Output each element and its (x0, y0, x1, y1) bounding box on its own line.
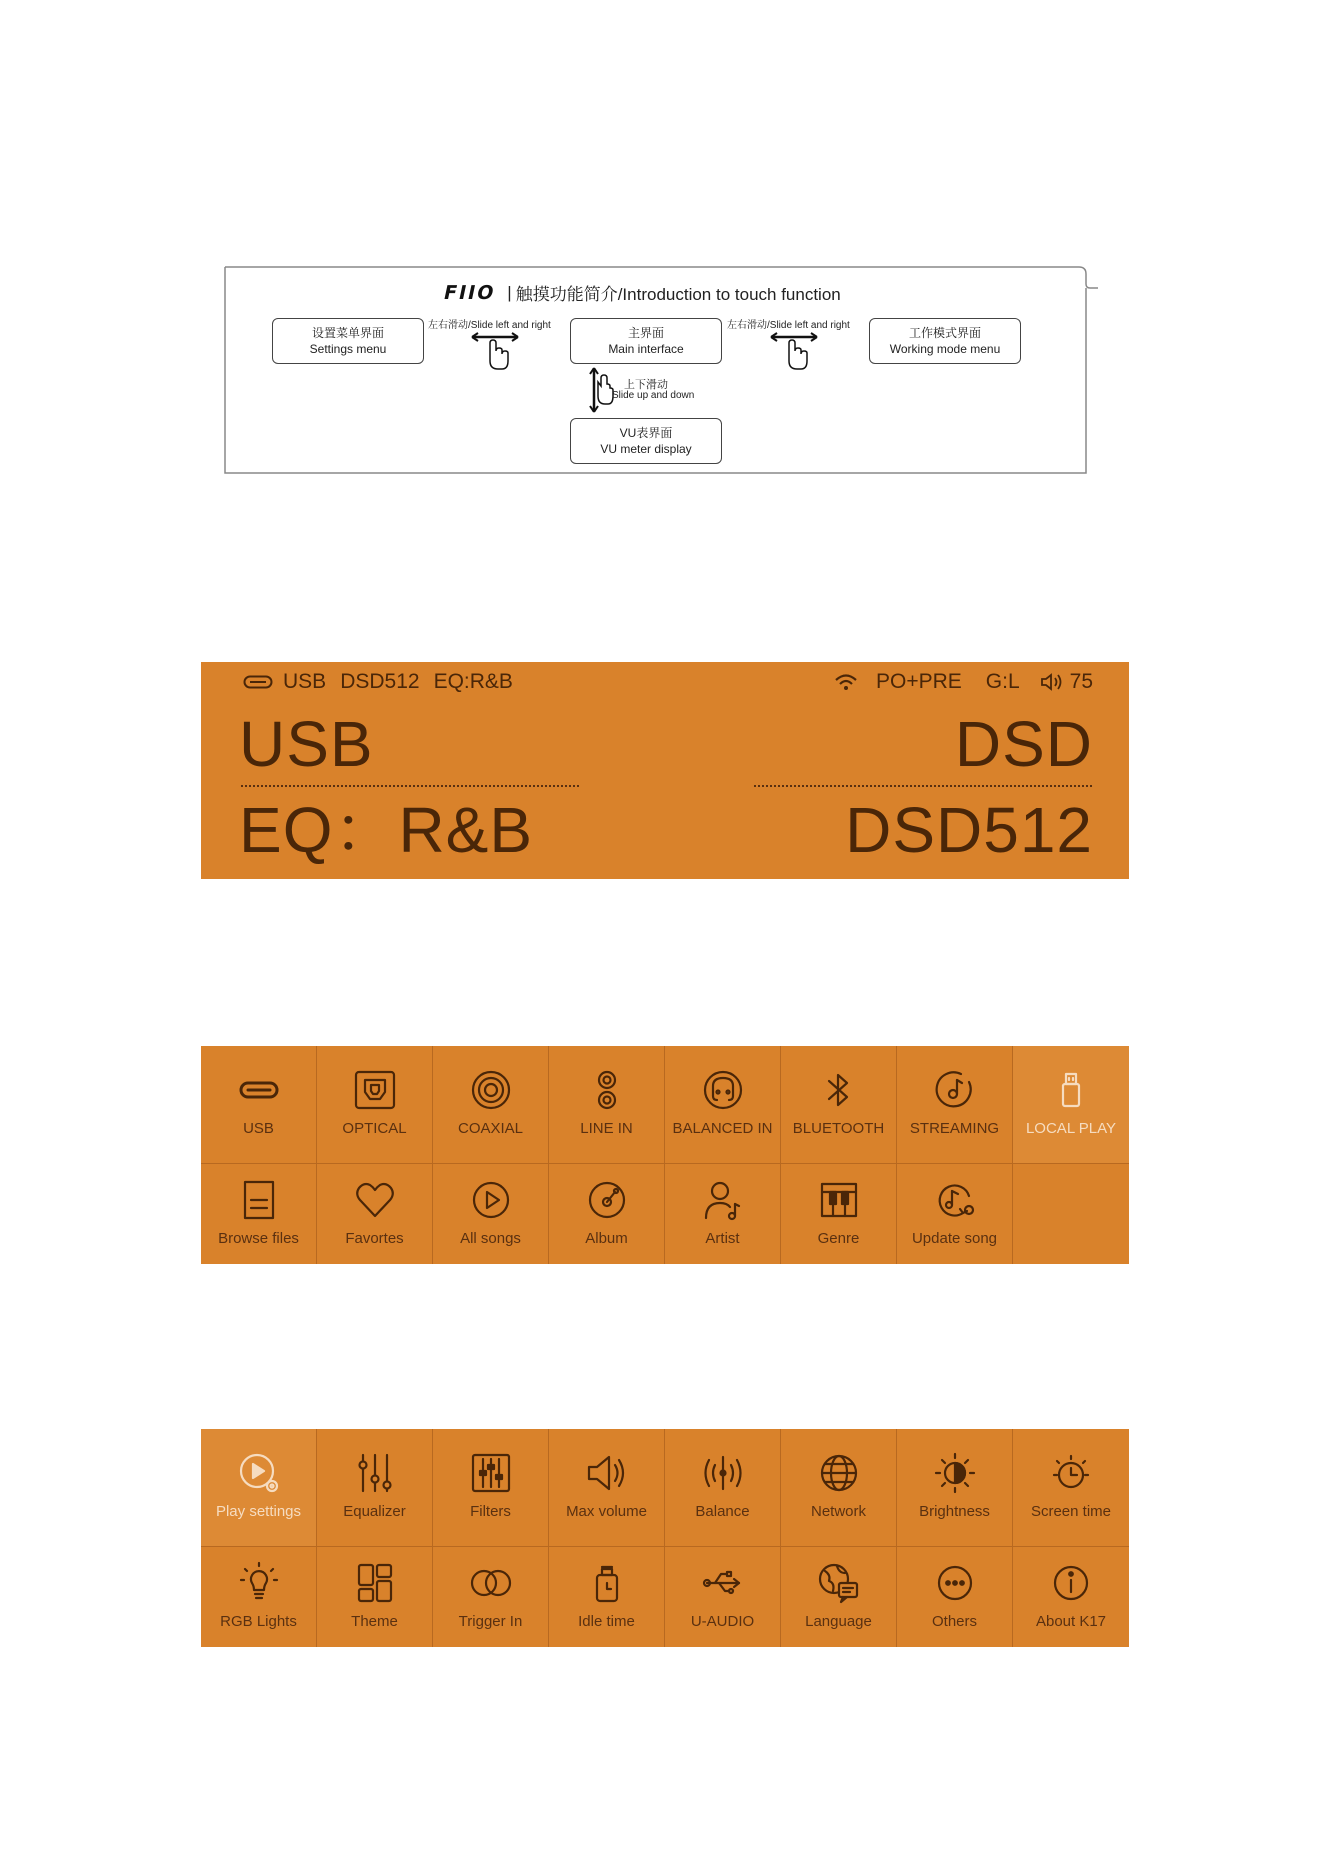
bluetooth-icon (817, 1068, 861, 1112)
status-volume: 75 (1069, 670, 1093, 693)
main-interface-cn: 主界面 (627, 326, 664, 340)
volume-icon (1040, 672, 1064, 692)
menu-item-label: Album (585, 1230, 628, 1247)
menu-item-u-audio[interactable] (665, 1547, 781, 1647)
status-bar-left (243, 670, 513, 694)
gesture-label-right: 左右滑动/Slide left and right (727, 320, 850, 331)
gesture-label-vertical-cn: 上下滑动 (624, 379, 668, 391)
menu-item-all-songs[interactable] (433, 1164, 549, 1264)
update-song-icon (933, 1178, 977, 1222)
menu-item-label: USB (243, 1120, 274, 1137)
menu-item-label: All songs (460, 1230, 521, 1247)
main-interface-node (570, 318, 722, 364)
equalizer-icon (353, 1451, 397, 1495)
menu-item-label: Update song (911, 1230, 998, 1247)
menu-item-label: Play settings (215, 1503, 302, 1520)
main-interface-screen (201, 662, 1129, 879)
screen-time-icon (1049, 1451, 1093, 1495)
trigger-in-icon (469, 1561, 513, 1605)
menu-item-usb[interactable] (201, 1046, 317, 1164)
menu-item-label: Theme (351, 1613, 398, 1630)
menu-item-rgb-lights[interactable] (201, 1547, 317, 1647)
line-in-icon (585, 1068, 629, 1112)
menu-item-local-play[interactable] (1013, 1046, 1129, 1164)
globe-icon (817, 1451, 861, 1495)
working-mode-node (869, 318, 1021, 364)
status-eq: EQ:R&B (433, 670, 513, 693)
play-settings-icon (237, 1451, 281, 1495)
idle-time-icon (585, 1561, 629, 1605)
menu-item-label: Screen time (1030, 1503, 1112, 1520)
settings-menu-cn: 设置菜单界面 (311, 326, 384, 340)
gesture-label-vertical-en: Slide up and down (612, 390, 695, 401)
usb-drive-icon (1049, 1068, 1093, 1112)
touch-function-diagram (224, 266, 1099, 474)
menu-item-filters[interactable] (433, 1429, 549, 1547)
menu-item-label: Favortes (345, 1230, 404, 1247)
swipe-horizontal-icon (470, 329, 520, 373)
menu-item-about[interactable] (1013, 1547, 1129, 1647)
menu-item-brightness[interactable] (897, 1429, 1013, 1547)
menu-item-balance[interactable] (665, 1429, 781, 1547)
menu-item-label: Max volume (566, 1503, 647, 1520)
vu-meter-node (570, 418, 722, 464)
menu-item-favorites[interactable] (317, 1164, 433, 1264)
menu-item-label: Equalizer (343, 1503, 406, 1520)
menu-item-label: Trigger In (458, 1613, 523, 1630)
swipe-vertical-icon (586, 366, 614, 414)
menu-item-label: RGB Lights (220, 1613, 297, 1630)
heart-icon (353, 1178, 397, 1222)
filters-icon (469, 1451, 513, 1495)
speaker-icon (585, 1451, 629, 1495)
big-format-label: DSD (954, 708, 1093, 780)
menu-item-bluetooth[interactable] (781, 1046, 897, 1164)
menu-item-play-settings[interactable] (201, 1429, 317, 1547)
title-separator: | (507, 282, 512, 302)
bulb-icon (237, 1561, 281, 1605)
menu-item-label: Language (805, 1613, 872, 1630)
streaming-icon (933, 1068, 977, 1112)
menu-item-trigger-in[interactable] (433, 1547, 549, 1647)
piano-icon (817, 1178, 861, 1222)
menu-item-label: Balance (695, 1503, 750, 1520)
menu-item-streaming[interactable] (897, 1046, 1013, 1164)
menu-item-theme[interactable] (317, 1547, 433, 1647)
menu-item-balanced-in[interactable] (665, 1046, 781, 1164)
vu-meter-en: VU meter display (600, 442, 692, 456)
menu-item-label: BLUETOOTH (792, 1120, 885, 1137)
menu-item-optical[interactable] (317, 1046, 433, 1164)
status-output: PO+PRE (875, 670, 962, 693)
menu-item-max-volume[interactable] (549, 1429, 665, 1547)
settings-menu (201, 1429, 1129, 1647)
play-circle-icon (469, 1178, 513, 1222)
menu-item-idle-time[interactable] (549, 1547, 665, 1647)
menu-item-language[interactable] (781, 1547, 897, 1647)
status-format: DSD512 (340, 670, 420, 693)
menu-item-label: Browse files (218, 1230, 299, 1247)
menu-item-others[interactable] (897, 1547, 1013, 1647)
fiio-logo: FIIO (441, 281, 498, 304)
usb-c-icon (237, 1068, 281, 1112)
usb-symbol-icon (701, 1561, 745, 1605)
menu-item-label: Brightness (919, 1503, 990, 1520)
menu-item-label: STREAMING (909, 1120, 1000, 1137)
divider-right (754, 785, 1092, 787)
brightness-icon (933, 1451, 977, 1495)
menu-item-label: LOCAL PLAY (1025, 1120, 1117, 1137)
menu-item-label: Idle time (578, 1613, 635, 1630)
artist-icon (701, 1178, 745, 1222)
big-rate-label: DSD512 (845, 794, 1093, 866)
menu-item-label: LINE IN (580, 1120, 633, 1137)
menu-item-coaxial[interactable] (433, 1046, 549, 1164)
menu-item-screen-time[interactable] (1013, 1429, 1129, 1547)
menu-item-label: Artist (705, 1230, 740, 1247)
menu-item-label: About K17 (1035, 1613, 1107, 1630)
working-mode-en: Working mode menu (889, 342, 1001, 356)
disc-icon (585, 1178, 629, 1222)
language-icon (817, 1561, 861, 1605)
wifi-icon (834, 672, 858, 692)
menu-item-album[interactable] (549, 1164, 665, 1264)
coaxial-icon (469, 1068, 513, 1112)
status-input: USB (283, 670, 327, 693)
menu-item-label: U-AUDIO (690, 1613, 755, 1630)
title-text: 触摸功能简介/Introduction to touch function (515, 285, 841, 304)
menu-item-artist[interactable] (665, 1164, 781, 1264)
working-mode-cn: 工作模式界面 (908, 326, 981, 340)
swipe-horizontal-icon (769, 329, 819, 373)
menu-item-genre[interactable] (781, 1164, 897, 1264)
file-icon (237, 1178, 281, 1222)
menu-item-empty (1013, 1164, 1129, 1264)
diagram-title (441, 280, 841, 305)
menu-item-label: Genre (817, 1230, 860, 1247)
info-icon (1049, 1561, 1093, 1605)
main-interface-en: Main interface (608, 342, 684, 356)
menu-item-label: BALANCED IN (672, 1120, 773, 1137)
menu-item-update-song[interactable] (897, 1164, 1013, 1264)
menu-item-label: Filters (470, 1503, 511, 1520)
optical-icon (353, 1068, 397, 1112)
divider-left (241, 785, 579, 787)
vu-meter-cn: VU表界面 (619, 426, 673, 440)
status-bar-right (834, 670, 1093, 694)
more-icon (933, 1561, 977, 1605)
menu-item-label: OPTICAL (342, 1120, 407, 1137)
gesture-label-left: 左右滑动/Slide left and right (428, 320, 551, 331)
working-mode-menu (201, 1046, 1129, 1264)
menu-item-equalizer[interactable] (317, 1429, 433, 1547)
menu-item-label: Network (810, 1503, 866, 1520)
big-input-label: USB (239, 708, 374, 780)
balance-icon (701, 1451, 745, 1495)
usb-c-icon (243, 675, 273, 689)
menu-item-network[interactable] (781, 1429, 897, 1547)
big-eq-label: EQ：R&B (239, 794, 534, 866)
balanced-in-icon (701, 1068, 745, 1112)
menu-item-label: COAXIAL (457, 1120, 524, 1137)
theme-icon (353, 1561, 397, 1605)
menu-item-line-in[interactable] (549, 1046, 665, 1164)
status-gain: G:L (985, 670, 1020, 693)
menu-item-browse-files[interactable] (201, 1164, 317, 1264)
menu-item-label: Others (931, 1613, 977, 1630)
settings-menu-node (272, 318, 424, 364)
settings-menu-en: Settings menu (309, 342, 387, 356)
